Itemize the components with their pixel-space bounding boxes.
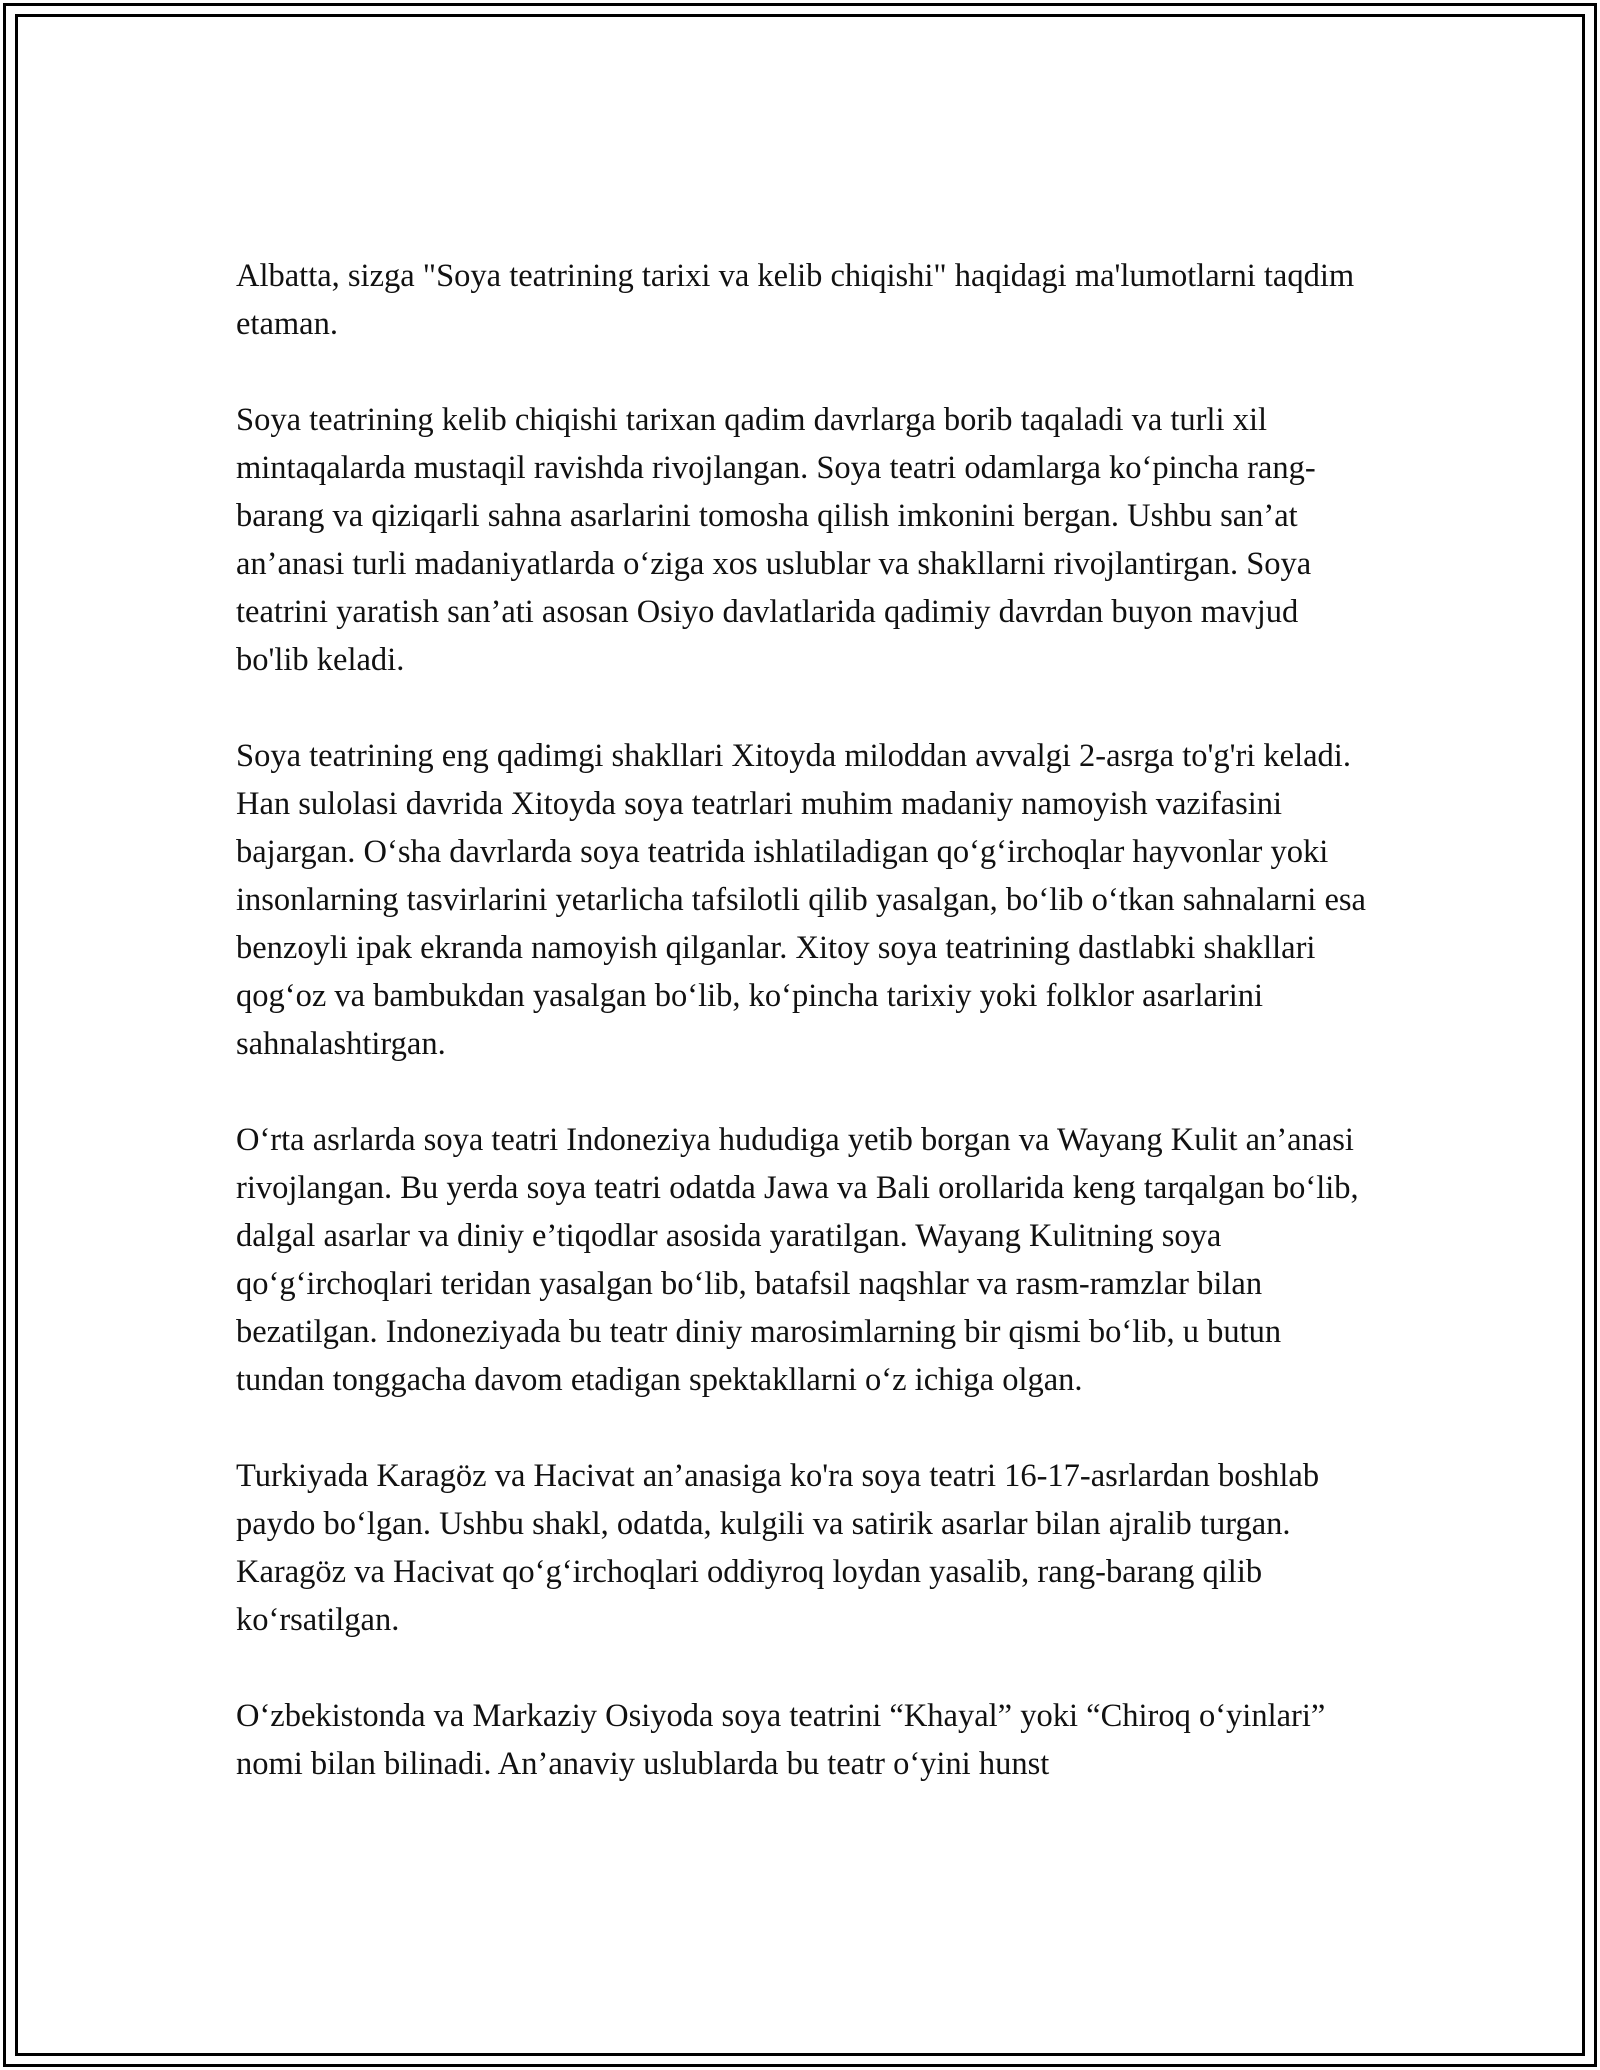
paragraph-china: Soya teatrining eng qadimgi shakllari Xitoyda miloddan avvalgi 2-asrga to'g'ri keladi. Han sulolasi davrida Xitoyda soya teatrlari muhim madaniy namoyish vazifasini bajargan. Oʻsha davrlarda soya teatrida ishlatiladigan qoʻgʻirchoqlar hayvonlar yoki insonlarning tasvirlarini yetarlicha tafsilotli qilib yasalgan, boʻlib oʻtkan sahnalarni esa benzoyli ipak ekranda namoyish qilganlar. Xitoy soya teatrining dastlabki shakllari qogʻoz va bambukdan yasalgan boʻlib, koʻpincha tarixiy yoki folklor asarlarini sahnalashtirgan. [236,738,1366,1062]
paragraph-turkey: Turkiyada Karagöz va Hacivat an’anasiga ko'ra soya teatri 16-17-asrlardan boshlab paydo boʻlgan. Ushbu shakl, odatda, kulgili va satirik asarlar bilan ajralib turgan. Karagöz va Hacivat qoʻgʻirchoqlari oddiyroq loydan yasalib, rang-barang qilib koʻrsatilgan. [236,1458,1320,1638]
paragraph-uzbekistan: Oʻzbekistonda va Markaziy Osiyoda soya teatrini “Khayal” yoki “Chiroq oʻyinlari” nomi bilan bilinadi. An’anaviy uslublarda bu teatr oʻyini hunst [236,1698,1326,1782]
document-body [236,252,1366,1836]
paragraph-intro: Albatta, sizga "Soya teatrining tarixi va kelib chiqishi" haqidagi ma'lumotlarni taqdim etaman. [236,258,1355,342]
paragraph-indonesia: Oʻrta asrlarda soya teatri Indoneziya hududiga yetib borgan va Wayang Kulit an’anasi rivojlangan. Bu yerda soya teatri odatda Jawa va Bali orollarida keng tarqalgan boʻlib, dalgal asarlar va diniy e’tiqodlar asosida yaratilgan. Wayang Kulitning soya qoʻgʻirchoqlari teridan yasalgan boʻlib, batafsil naqshlar va rasm-ramzlar bilan bezatilgan. Indoneziyada bu teatr diniy marosimlarning bir qismi boʻlib, u butun tundan tonggacha davom etadigan spektakllarni oʻz ichiga olgan. [236,1122,1359,1398]
paragraph-origins: Soya teatrining kelib chiqishi tarixan qadim davrlarga borib taqaladi va turli xil mintaqalarda mustaqil ravishda rivojlangan. Soya teatri odamlarga koʻpincha rang-barang va qiziqarli sahna asarlarini tomosha qilish imkonini bergan. Ushbu san’at an’anasi turli madaniyatlarda oʻziga xos uslublar va shakllarni rivojlantirgan. Soya teatrini yaratish san’ati asosan Osiyo davlatlarida qadimiy davrdan buyon mavjud bo'lib keladi. [236,402,1316,678]
